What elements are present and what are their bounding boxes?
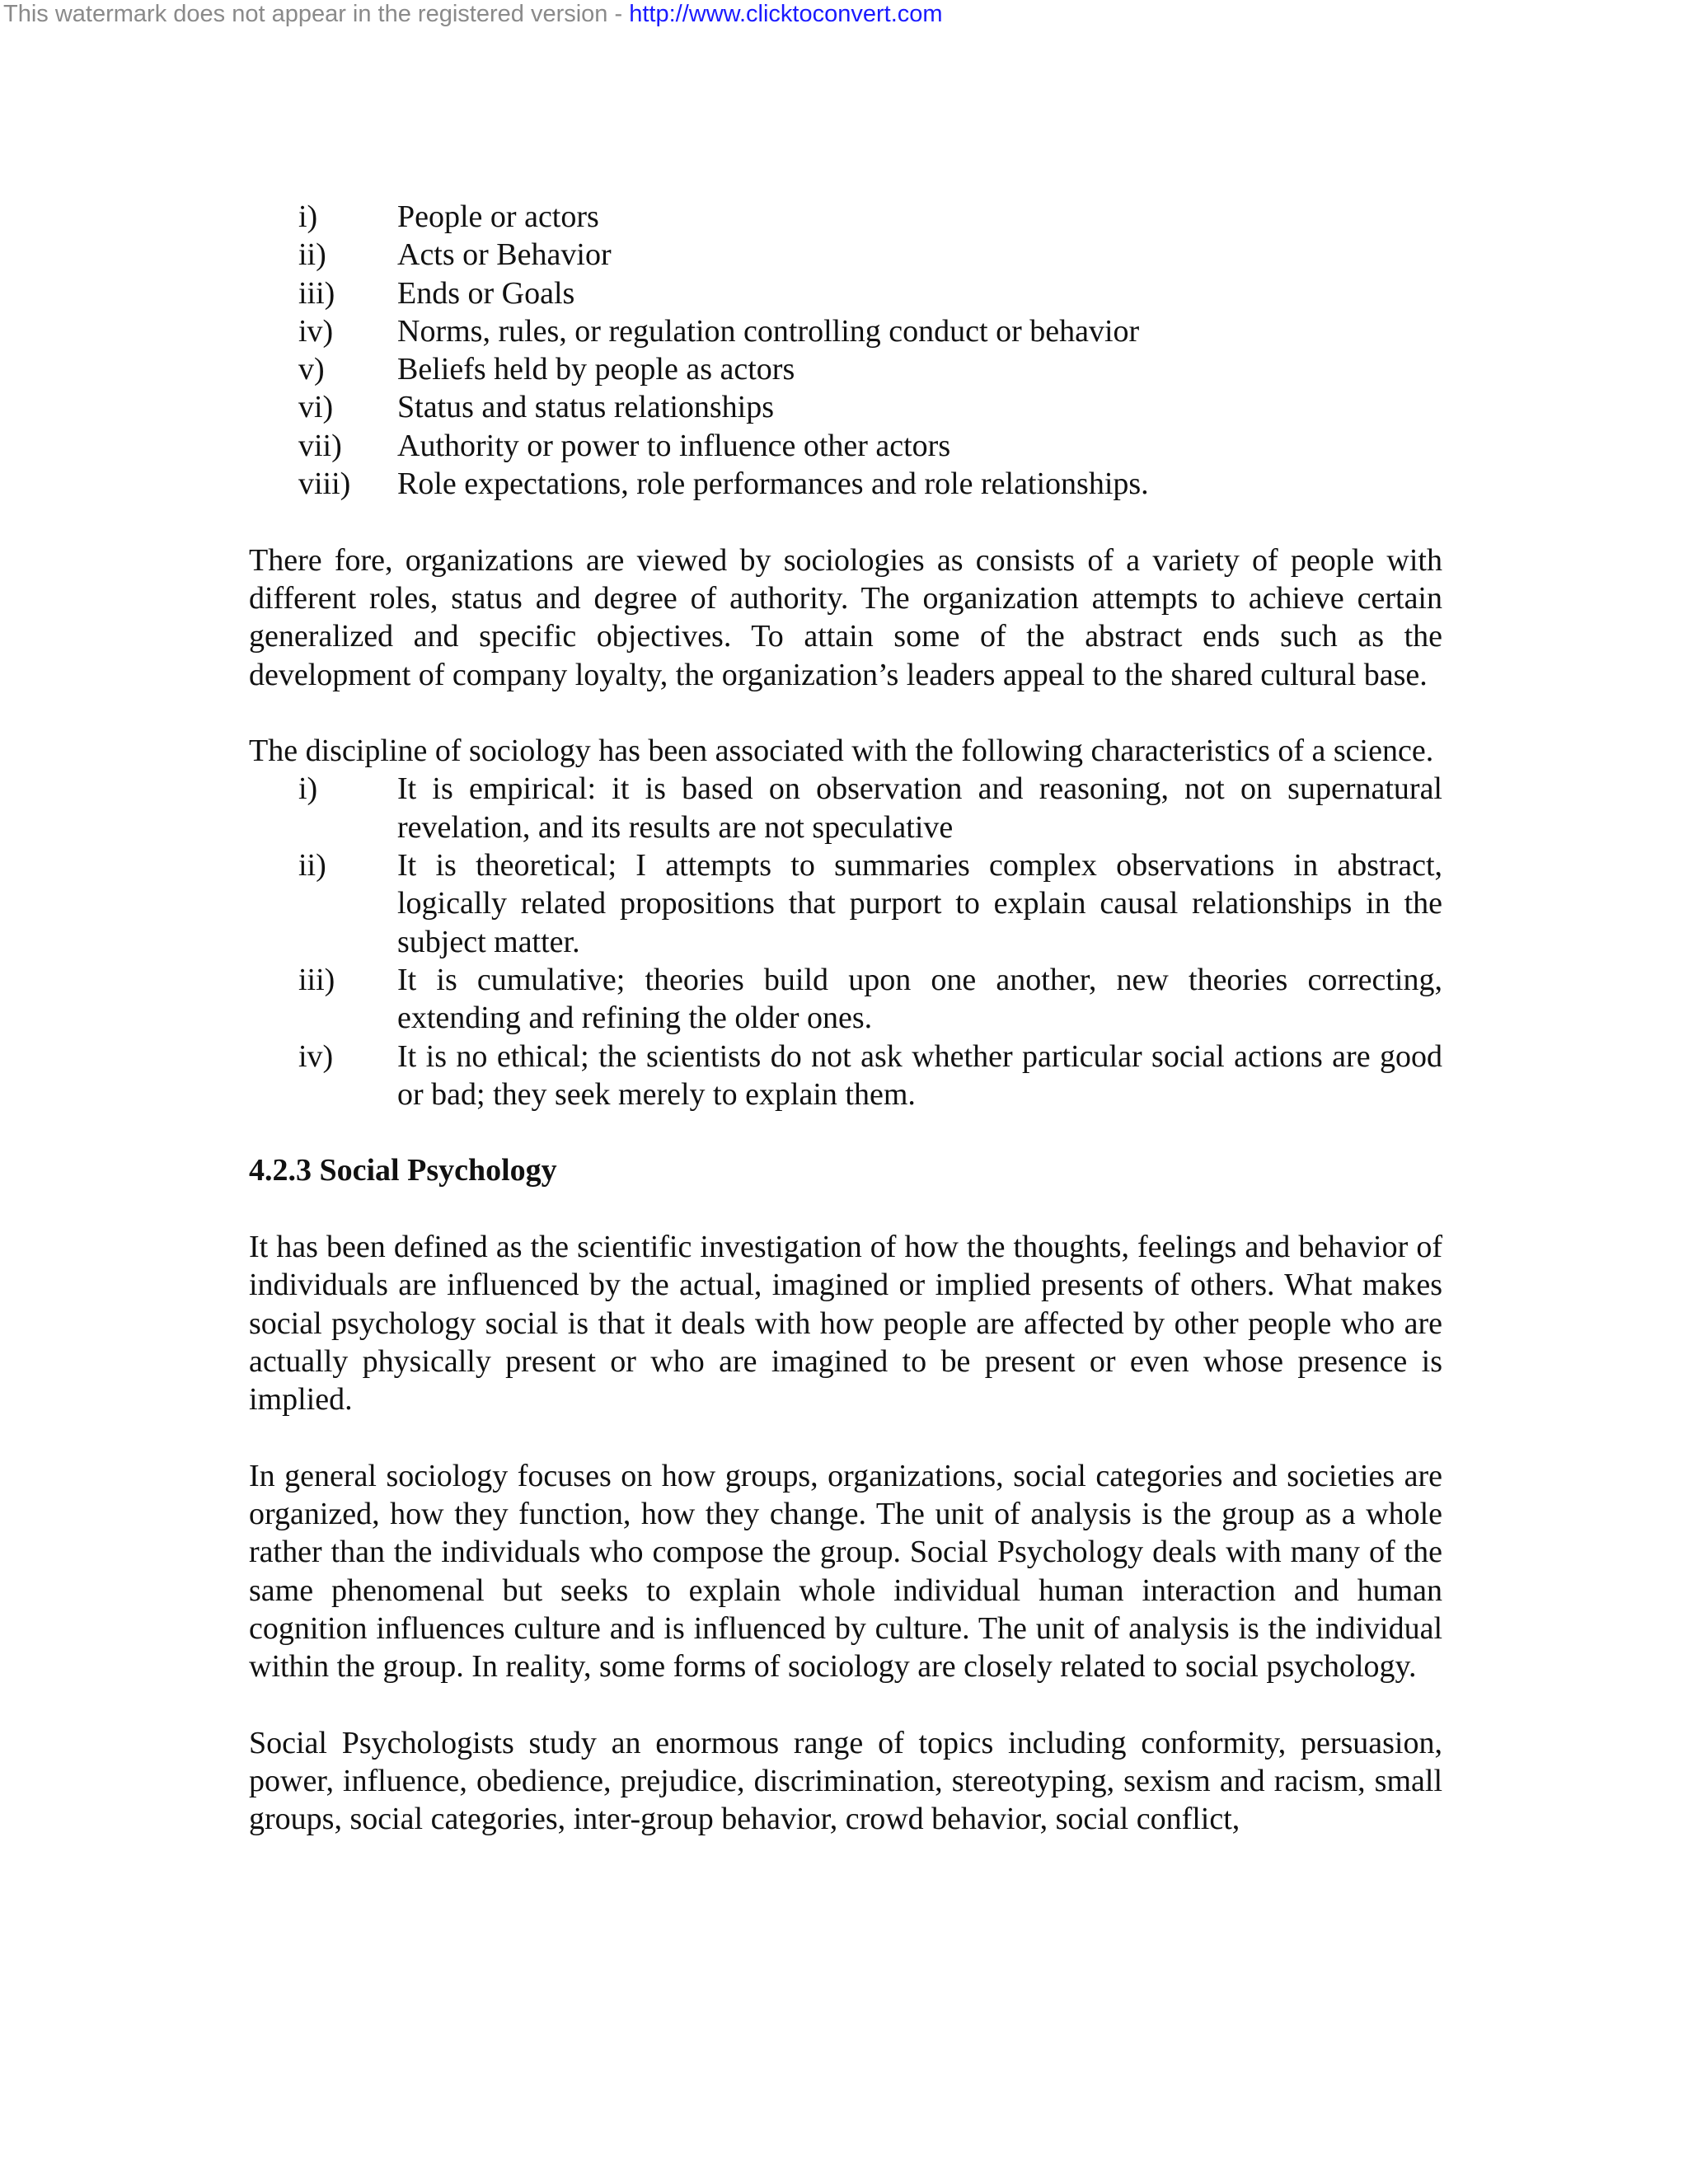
list-item: [249, 388, 1442, 426]
list-item-number: ii): [298, 848, 326, 883]
paragraph-organizations: There fore, organizations are viewed by sociologies as consists of a variety of people with different roles, status and degree of authority. The organization attempts to achieve certain generalized and specific objectives. To attain some of the abstract ends such as the development of company loyalty, the organization’s leaders appeal to the shared cultural base.: [249, 542, 1442, 692]
list-item-text: Ends or Goals: [397, 275, 575, 311]
list-item: [249, 465, 1442, 503]
list-item: [249, 236, 1442, 274]
list-item-text: Beliefs held by people as actors: [397, 352, 795, 387]
list-item-number: v): [298, 352, 325, 387]
list-item-text: Authority or power to influence other actors: [397, 428, 951, 463]
watermark-link[interactable]: http://www.clicktoconvert.com: [629, 1, 943, 27]
list-item-number: iv): [298, 1038, 334, 1074]
list-item-number: ii): [298, 237, 326, 273]
list-item: [249, 198, 1442, 236]
elements-list: [249, 198, 1442, 503]
list-item-text: It is cumulative; theories build upon one another, new theories correcting, extending and refining the older ones.: [397, 962, 1442, 1036]
list-item: [249, 846, 1442, 961]
document-page: [249, 198, 1442, 1839]
list-item: [249, 770, 1442, 846]
paragraph-comparison: In general sociology focuses on how groups, organizations, social categories and societies are organized, how they function, how they change. The unit of analysis is the group as a whole rather than the individuals who compose the group. Social Psychology deals with many of the same phenomenal but seeks to explain whole individual human interaction and human cognition influences culture and is influenced by culture. The unit of analysis is the individual within the group. In reality, some forms of sociology are closely related to social psychology.: [249, 1458, 1442, 1685]
list-item: [249, 961, 1442, 1038]
list-item-number: vii): [298, 428, 342, 463]
list-item-number: iii): [298, 962, 335, 997]
watermark: [3, 0, 943, 28]
paragraph-sociology-science: The discipline of sociology has been associated with the following characteristics of a science.: [249, 733, 1434, 769]
list-item-text: People or actors: [397, 199, 599, 234]
list-item-number: i): [298, 199, 318, 234]
list-item: [249, 427, 1442, 465]
watermark-text: This watermark does not appear in the registered version -: [3, 1, 630, 27]
section-heading: 4.2.3 Social Psychology: [249, 1153, 557, 1188]
list-item-number: iii): [298, 275, 335, 311]
characteristics-list: [249, 770, 1442, 1113]
list-item: [249, 274, 1442, 312]
list-item: [249, 312, 1442, 350]
list-item-text: It is no ethical; the scientists do not ask whether particular social actions are good or bad; they seek merely to explain them.: [397, 1038, 1442, 1112]
list-item-number: viii): [298, 466, 351, 502]
list-item: [249, 350, 1442, 388]
list-item-text: Status and status relationships: [397, 390, 775, 425]
list-item-number: i): [298, 771, 318, 807]
list-item-text: Norms, rules, or regulation controlling conduct or behavior: [397, 313, 1140, 349]
list-item-text: It is empirical: it is based on observation and reasoning, not on supernatural revelation, and its results are not speculative: [397, 771, 1442, 845]
list-item-number: vi): [298, 390, 334, 425]
list-item-text: Role expectations, role performances and role relationships.: [397, 466, 1149, 502]
list-item: [249, 1038, 1442, 1114]
list-item-text: It is theoretical; I attempts to summaries complex observations in abstract, logically related propositions that purport to explain causal relationships in the subject matter.: [397, 848, 1442, 959]
paragraph-definition: It has been defined as the scientific investigation of how the thoughts, feelings and behavior of individuals are influenced by the actual, imagined or implied presents of others. What makes social psychology social is that it deals with how people are affected by other people who are actually physically present or who are imagined to be present or even whose presence is implied.: [249, 1230, 1442, 1418]
list-item-text: Acts or Behavior: [397, 237, 612, 273]
paragraph-topics: Social Psychologists study an enormous range of topics including conformity, persuasion, power, influence, obedience, prejudice, discrimination, stereotyping, sexism and racism, small groups, social categories, inter-group behavior, crowd behavior, social conflict,: [249, 1725, 1442, 1837]
list-item-number: iv): [298, 313, 334, 349]
